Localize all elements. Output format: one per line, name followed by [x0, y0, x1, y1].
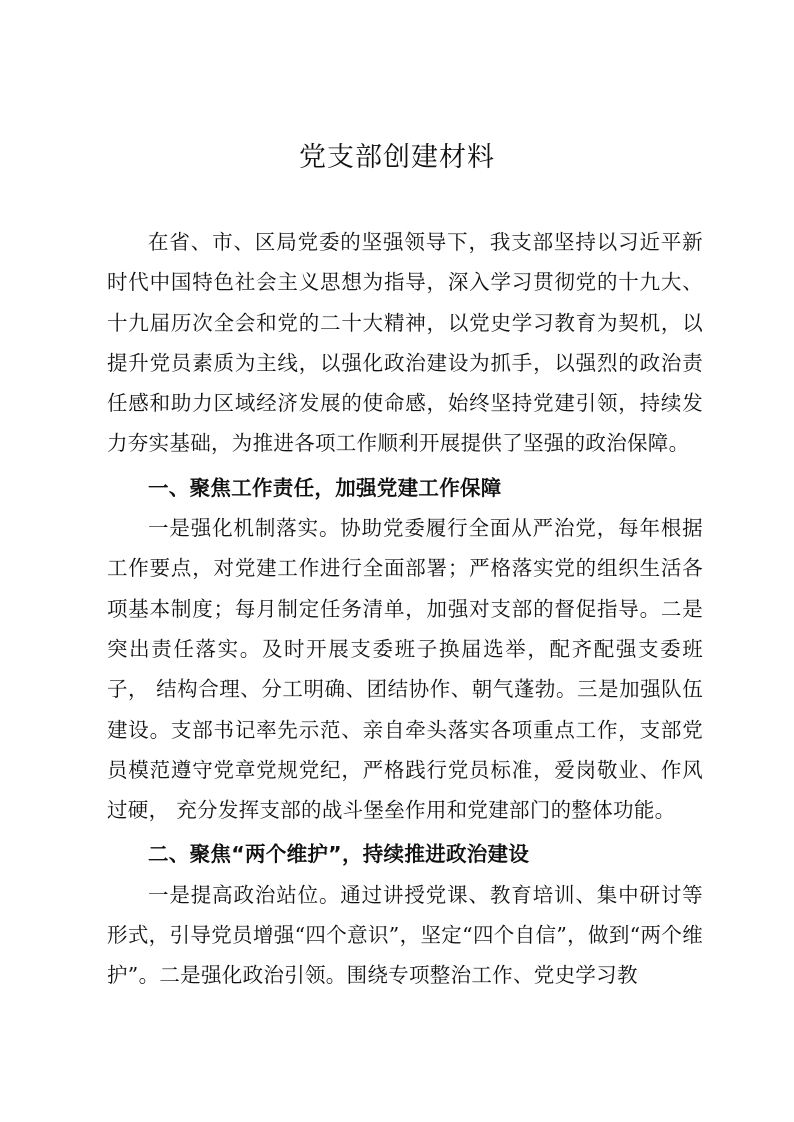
intro-paragraph: 在省、市、区局党委的坚强领导下，我支部坚持以习近平新时代中国特色社会主义思想为指导，深入学习贯彻党的十九大、十九届历次全会和党的二十大精神，以党史学习教育为契机，以提升党员素质为主线，以强化政治建设为抓手，以强烈的政治责任感和助力区域经济发展的使命感，始终坚持党建引领，持续发力夯实基础，为推进各项工作顺利开展提供了坚强的政治保障。 [107, 230, 703, 456]
document-title: 党支部创建材料 [299, 142, 495, 173]
section-heading-1: 一、聚焦工作责任，加强党建工作保障 [148, 475, 502, 500]
section-1-paragraph: 一是强化机制落实。协助党委履行全面从严治党，每年根据工作要点，对党建工作进行全面部署；严格落实党的组织生活各项基本制度；每月制定任务清单，加强对支部的督促指导。二是突出责任落实。及时开展支委班子换届选举，配齐配强支委班子， 结构合理、分工明确、团结协作、朝气蓬勃。三是加强队伍建设。支部书记率先示范、亲自牵头落实各项重点工作，支部党员模范遵守党章党规党纪，严格践行党员标准，爱岗敬业、作风过硬， 充分发挥支部的战斗堡垒作用和党建部门的整体功能。 [107, 516, 703, 823]
section-2-paragraph: 一是提高政治站位。通过讲授党课、教育培训、集中研讨等形式，引导党员增强“四个意识”，坚定“四个自信”，做到“两个维护”。二是强化政治引领。围绕专项整治工作、党史学习教 [107, 882, 703, 988]
document-body [107, 222, 703, 996]
section-heading-2: 二、聚焦“两个维护”，持续推进政治建设 [148, 842, 530, 867]
